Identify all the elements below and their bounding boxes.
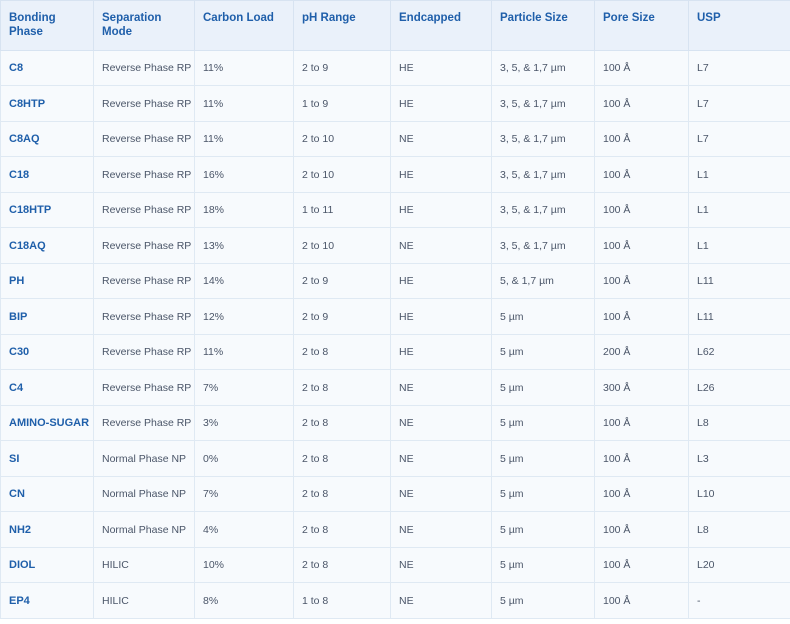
cell-bonding-phase: PH	[1, 263, 94, 299]
table-cell: Reverse Phase RP	[94, 121, 195, 157]
table-cell: 1 to 8	[294, 583, 391, 619]
table-cell: L8	[689, 512, 790, 548]
table-cell: L1	[689, 192, 790, 228]
cell-bonding-phase: DIOL	[1, 547, 94, 583]
table-cell: 2 to 8	[294, 405, 391, 441]
table-cell: 300 Å	[595, 370, 689, 406]
table-cell: 5 µm	[492, 441, 595, 477]
table-cell: L1	[689, 157, 790, 193]
cell-bonding-phase: CN	[1, 476, 94, 512]
table-cell: NE	[391, 547, 492, 583]
column-header-separation-mode: Separation Mode	[94, 1, 195, 51]
table-cell: 3, 5, & 1,7 µm	[492, 192, 595, 228]
table-cell: L62	[689, 334, 790, 370]
column-header-bonding-phase: Bonding Phase	[1, 1, 94, 51]
table-row	[1, 263, 790, 299]
table-cell: 11%	[195, 334, 294, 370]
table-row	[1, 299, 790, 335]
table-cell: Reverse Phase RP	[94, 334, 195, 370]
table-cell: 14%	[195, 263, 294, 299]
table-row	[1, 50, 790, 86]
table-cell: 2 to 9	[294, 50, 391, 86]
column-header-usp: USP	[689, 1, 790, 51]
table-cell: NE	[391, 405, 492, 441]
table-cell: L11	[689, 299, 790, 335]
table-cell: Reverse Phase RP	[94, 86, 195, 122]
table-cell: 5 µm	[492, 405, 595, 441]
table-cell: 100 Å	[595, 86, 689, 122]
table-cell: 7%	[195, 370, 294, 406]
cell-bonding-phase: BIP	[1, 299, 94, 335]
table-cell: 11%	[195, 121, 294, 157]
table-header	[1, 1, 790, 51]
table-cell: 2 to 9	[294, 263, 391, 299]
table-cell: Reverse Phase RP	[94, 405, 195, 441]
table-row	[1, 512, 790, 548]
table-cell: 100 Å	[595, 299, 689, 335]
table-cell: Reverse Phase RP	[94, 157, 195, 193]
table-cell: NE	[391, 583, 492, 619]
table-row	[1, 476, 790, 512]
table-cell: 3, 5, & 1,7 µm	[492, 86, 595, 122]
table-row	[1, 583, 790, 619]
table-cell: 2 to 9	[294, 299, 391, 335]
table-cell: Reverse Phase RP	[94, 370, 195, 406]
table-row	[1, 547, 790, 583]
table-cell: 5, & 1,7 µm	[492, 263, 595, 299]
table-cell: 11%	[195, 50, 294, 86]
table-cell: HE	[391, 263, 492, 299]
table-cell: 100 Å	[595, 583, 689, 619]
table-cell: L11	[689, 263, 790, 299]
table-cell: L1	[689, 228, 790, 264]
table-cell: Reverse Phase RP	[94, 263, 195, 299]
table-cell: HE	[391, 50, 492, 86]
table-cell: L3	[689, 441, 790, 477]
table-cell: 100 Å	[595, 441, 689, 477]
table-row	[1, 157, 790, 193]
table-cell: HE	[391, 192, 492, 228]
table-cell: 7%	[195, 476, 294, 512]
cell-bonding-phase: EP4	[1, 583, 94, 619]
table-cell: 3, 5, & 1,7 µm	[492, 121, 595, 157]
table-cell: 0%	[195, 441, 294, 477]
table-cell: Normal Phase NP	[94, 441, 195, 477]
table-row	[1, 192, 790, 228]
table-cell: 100 Å	[595, 228, 689, 264]
cell-bonding-phase: C8HTP	[1, 86, 94, 122]
cell-bonding-phase: C8	[1, 50, 94, 86]
table-cell: 100 Å	[595, 405, 689, 441]
table-cell: 13%	[195, 228, 294, 264]
table-cell: 16%	[195, 157, 294, 193]
table-cell: 2 to 8	[294, 370, 391, 406]
column-header-particle-size: Particle Size	[492, 1, 595, 51]
table-cell: L7	[689, 50, 790, 86]
table-cell: 11%	[195, 86, 294, 122]
table-cell: 100 Å	[595, 121, 689, 157]
table-cell: L7	[689, 86, 790, 122]
table-body	[1, 50, 790, 618]
table-cell: L10	[689, 476, 790, 512]
table-cell: HE	[391, 334, 492, 370]
table-cell: 10%	[195, 547, 294, 583]
table-cell: 5 µm	[492, 334, 595, 370]
cell-bonding-phase: SI	[1, 441, 94, 477]
cell-bonding-phase: C8AQ	[1, 121, 94, 157]
table-cell: 2 to 8	[294, 547, 391, 583]
table-cell: HE	[391, 299, 492, 335]
table-cell: 1 to 11	[294, 192, 391, 228]
table-cell: 1 to 9	[294, 86, 391, 122]
column-header-endcapped: Endcapped	[391, 1, 492, 51]
table-header-row	[1, 1, 790, 51]
table-cell: L20	[689, 547, 790, 583]
table-cell: HE	[391, 86, 492, 122]
table-cell: HILIC	[94, 583, 195, 619]
table-cell: 5 µm	[492, 512, 595, 548]
table-cell: Normal Phase NP	[94, 512, 195, 548]
table-cell: 100 Å	[595, 157, 689, 193]
table-row	[1, 334, 790, 370]
table-cell: 3, 5, & 1,7 µm	[492, 228, 595, 264]
cell-bonding-phase: C18HTP	[1, 192, 94, 228]
cell-bonding-phase: C30	[1, 334, 94, 370]
cell-bonding-phase: C18	[1, 157, 94, 193]
table-cell: Reverse Phase RP	[94, 299, 195, 335]
table-cell: 2 to 8	[294, 476, 391, 512]
table-cell: HILIC	[94, 547, 195, 583]
column-header-ph-range: pH Range	[294, 1, 391, 51]
table-row	[1, 405, 790, 441]
column-header-pore-size: Pore Size	[595, 1, 689, 51]
table-cell: 2 to 8	[294, 441, 391, 477]
table-cell: 5 µm	[492, 476, 595, 512]
table-cell: NE	[391, 228, 492, 264]
table-cell: 3, 5, & 1,7 µm	[492, 50, 595, 86]
table-cell: L7	[689, 121, 790, 157]
table-cell: NE	[391, 370, 492, 406]
table-row	[1, 86, 790, 122]
table-cell: NE	[391, 476, 492, 512]
table-cell: 5 µm	[492, 547, 595, 583]
table-cell: 100 Å	[595, 512, 689, 548]
table-cell: Reverse Phase RP	[94, 50, 195, 86]
table-cell: L26	[689, 370, 790, 406]
table-cell: NE	[391, 441, 492, 477]
table-cell: 2 to 8	[294, 512, 391, 548]
table-row	[1, 228, 790, 264]
table-cell: 200 Å	[595, 334, 689, 370]
table-cell: 100 Å	[595, 476, 689, 512]
table-cell: 100 Å	[595, 547, 689, 583]
cell-bonding-phase: NH2	[1, 512, 94, 548]
cell-bonding-phase: C4	[1, 370, 94, 406]
table-cell: Reverse Phase RP	[94, 228, 195, 264]
table-cell: Reverse Phase RP	[94, 192, 195, 228]
table-cell: 12%	[195, 299, 294, 335]
table-cell: 5 µm	[492, 299, 595, 335]
table-cell: 100 Å	[595, 263, 689, 299]
table-cell: 4%	[195, 512, 294, 548]
table-cell: 100 Å	[595, 50, 689, 86]
column-header-carbon-load: Carbon Load	[195, 1, 294, 51]
table-cell: -	[689, 583, 790, 619]
table-row	[1, 441, 790, 477]
table-cell: NE	[391, 121, 492, 157]
table-cell: Normal Phase NP	[94, 476, 195, 512]
table-cell: 2 to 10	[294, 228, 391, 264]
table-row	[1, 121, 790, 157]
table-row	[1, 370, 790, 406]
table-cell: HE	[391, 157, 492, 193]
table-cell: 5 µm	[492, 583, 595, 619]
table-cell: 2 to 10	[294, 157, 391, 193]
table-cell: NE	[391, 512, 492, 548]
table-cell: 3%	[195, 405, 294, 441]
table-cell: 18%	[195, 192, 294, 228]
table-cell: 8%	[195, 583, 294, 619]
cell-bonding-phase: C18AQ	[1, 228, 94, 264]
cell-bonding-phase: AMINO-SUGAR	[1, 405, 94, 441]
table-cell: 2 to 8	[294, 334, 391, 370]
table-cell: 3, 5, & 1,7 µm	[492, 157, 595, 193]
table-cell: 100 Å	[595, 192, 689, 228]
table-cell: 2 to 10	[294, 121, 391, 157]
table-cell: L8	[689, 405, 790, 441]
table-cell: 5 µm	[492, 370, 595, 406]
